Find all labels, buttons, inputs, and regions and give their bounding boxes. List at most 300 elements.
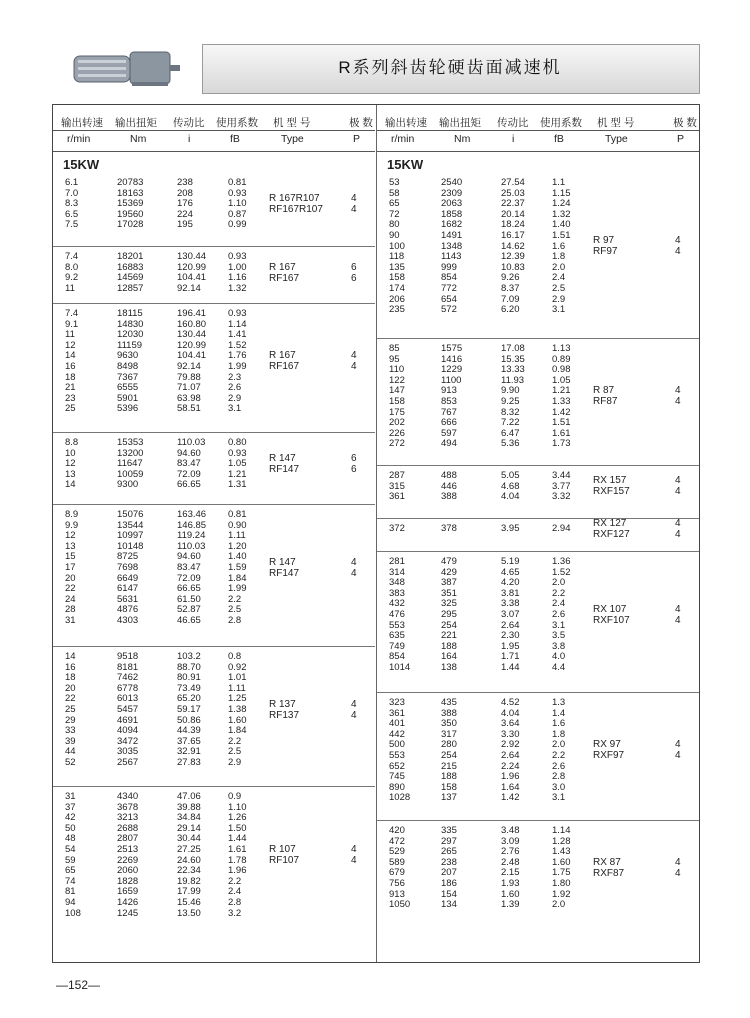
table-cell: 314 <box>389 566 405 578</box>
pole-count: 4 <box>675 614 681 626</box>
table-cell: 3213 <box>117 812 139 824</box>
table-cell: 4.68 <box>501 480 520 492</box>
group-separator <box>377 820 699 821</box>
model-type: RXF87 <box>593 867 625 879</box>
table-cell: 50 <box>65 822 76 834</box>
col-header-ratio_cn: 传动比 <box>173 117 205 129</box>
table-cell: 120.99 <box>177 339 207 351</box>
table-cell: 317 <box>441 728 457 740</box>
table-cell: 94 <box>65 897 76 908</box>
table-cell: 238 <box>177 177 193 188</box>
table-cell: 8498 <box>117 361 139 372</box>
model-type: RF87 <box>593 396 618 408</box>
table-cell: 54 <box>65 844 76 855</box>
table-cell: 46.65 <box>177 615 201 626</box>
table-cell: 1491 <box>441 230 463 241</box>
table-cell: 44 <box>65 746 76 758</box>
table-cell: 12 <box>65 339 76 351</box>
model-type: RX 97 <box>593 739 621 751</box>
table-cell: 479 <box>441 556 457 567</box>
table-cell: 6.5 <box>65 208 79 220</box>
table-cell: 553 <box>389 619 405 631</box>
table-cell: 5.19 <box>501 556 520 567</box>
table-cell: 103.2 <box>177 651 201 662</box>
table-cell: 401 <box>389 718 405 730</box>
table-cell: 348 <box>389 577 405 589</box>
model-type: RF147 <box>269 567 300 579</box>
col-header-poles_cn: 极 数 <box>673 117 697 129</box>
table-cell: 1.28 <box>552 835 571 847</box>
table-cell: 130.44 <box>177 329 207 341</box>
table-cell: 92.14 <box>177 361 201 372</box>
col-header-poles_en: P <box>677 133 685 145</box>
table-cell: 25.03 <box>501 187 525 199</box>
table-cell: 73.49 <box>177 682 201 694</box>
table-cell: 92.14 <box>177 282 201 294</box>
model-type: R 167R107 <box>269 192 320 204</box>
table-cell: 0.93 <box>228 308 247 319</box>
table-cell: 361 <box>389 491 405 503</box>
table-cell: 8181 <box>117 661 139 673</box>
table-cell: 3.2 <box>228 907 242 919</box>
table-cell: 2.5 <box>228 604 242 616</box>
table-cell: 72 <box>389 208 400 220</box>
table-cell: 15353 <box>117 437 144 448</box>
table-cell: 135 <box>389 261 405 273</box>
table-cell: 4340 <box>117 791 139 802</box>
column-header-cn <box>377 111 699 129</box>
table-cell: 2.4 <box>228 886 242 898</box>
table-cell: 13 <box>65 540 76 552</box>
table-cell: 137 <box>441 792 457 804</box>
table-cell: 3.1 <box>552 792 566 804</box>
table-cell: 4.04 <box>501 707 520 719</box>
table-cell: 13.50 <box>177 907 201 919</box>
table-cell: 2.2 <box>228 593 242 605</box>
table-cell: 335 <box>441 825 457 836</box>
table-cell: 19.82 <box>177 875 201 887</box>
model-type: R 137 <box>269 698 296 710</box>
table-cell: 1.21 <box>228 468 247 480</box>
pole-count: 4 <box>351 567 357 579</box>
model-type: RF137 <box>269 709 300 721</box>
table-cell: 58.51 <box>177 403 201 415</box>
table-cell: 1.40 <box>228 551 247 563</box>
col-header-ratio_cn: 传动比 <box>497 117 529 129</box>
gear-motor-icon <box>72 48 182 88</box>
table-cell: 58 <box>389 187 400 199</box>
table-cell: 7.09 <box>501 293 520 305</box>
table-cell: 9300 <box>117 479 139 491</box>
table-cell: 4.4 <box>552 662 566 673</box>
table-cell: 160.80 <box>177 318 207 330</box>
table-cell: 0.92 <box>228 661 247 673</box>
table-cell: 7.22 <box>501 417 520 429</box>
table-cell: 854 <box>389 651 405 663</box>
table-cell: 7.4 <box>65 308 79 319</box>
table-cell: 16.17 <box>501 230 525 241</box>
table-cell: 158 <box>441 781 457 793</box>
table-cell: 188 <box>441 640 457 652</box>
table-cell: 853 <box>441 396 457 407</box>
table-cell: 186 <box>441 878 457 889</box>
table-cell: 1.71 <box>501 651 520 663</box>
table-cell: 420 <box>389 825 405 836</box>
group-separator <box>377 551 699 552</box>
column-header-cn <box>53 111 375 129</box>
table-cell: 1.13 <box>552 343 571 354</box>
table-cell: 4691 <box>117 714 139 726</box>
table-cell: 20 <box>65 682 76 694</box>
table-cell: 118 <box>389 251 405 263</box>
table-cell: 2.2 <box>552 587 566 599</box>
model-type: R 167 <box>269 261 296 273</box>
pole-count: 4 <box>675 235 681 247</box>
table-cell: 1.42 <box>501 792 520 804</box>
table-cell: 110.03 <box>177 437 206 448</box>
table-cell: 2688 <box>117 822 139 834</box>
table-cell: 2540 <box>441 177 463 188</box>
table-cell: 2.64 <box>501 619 520 631</box>
table-cell: 666 <box>441 417 457 429</box>
pole-count: 6 <box>351 452 357 464</box>
table-cell: 154 <box>441 888 457 900</box>
col-header-torque_cn: 输出扭矩 <box>439 117 481 129</box>
table-cell: 59 <box>65 854 76 866</box>
table-cell: 110.03 <box>177 540 206 552</box>
table-cell: 1.16 <box>228 272 247 284</box>
table-cell: 0.9 <box>228 791 242 802</box>
table-cell: 315 <box>389 480 405 492</box>
table-cell: 80 <box>389 219 400 231</box>
table-cell: 361 <box>389 707 405 719</box>
table-cell: 14 <box>65 479 76 491</box>
table-cell: 0.89 <box>552 353 571 365</box>
table-cell: 63.98 <box>177 392 201 404</box>
table-cell: 749 <box>389 640 405 652</box>
table-cell: 3.5 <box>552 630 566 642</box>
table-cell: 2.64 <box>501 750 520 761</box>
table-cell: 6.20 <box>501 304 520 316</box>
table-cell: 679 <box>389 867 405 879</box>
table-cell: 226 <box>389 427 405 439</box>
table-cell: 442 <box>389 728 405 740</box>
table-cell: 1.10 <box>228 198 247 210</box>
table-cell: 772 <box>441 283 457 294</box>
table-cell: 42 <box>65 812 76 824</box>
table-cell: 110 <box>389 364 405 376</box>
table-cell: 65 <box>389 198 400 210</box>
pole-count: 4 <box>675 396 681 408</box>
table-cell: 59.17 <box>177 704 201 715</box>
table-cell: 14 <box>65 350 76 362</box>
pole-count: 4 <box>675 528 681 540</box>
table-cell: 30.44 <box>177 833 201 845</box>
table-cell: 1.38 <box>228 704 247 715</box>
pole-count: 4 <box>351 192 357 204</box>
table-cell: 13200 <box>117 447 144 459</box>
table-cell: 2513 <box>117 844 139 855</box>
table-cell: 9.90 <box>501 385 520 397</box>
table-cell: 1014 <box>389 662 411 673</box>
pole-count: 4 <box>351 361 357 373</box>
table-cell: 94.60 <box>177 551 201 563</box>
table-cell: 16883 <box>117 261 144 273</box>
table-cell: 72.09 <box>177 572 201 584</box>
table-cell: 79.88 <box>177 371 201 383</box>
table-cell: 1416 <box>441 353 463 365</box>
table-cell: 2.0 <box>552 261 566 273</box>
table-cell: 1.4 <box>552 707 566 719</box>
table-cell: 18201 <box>117 251 144 262</box>
column-header-en <box>377 129 699 147</box>
col-header-speed_unit: r/min <box>391 133 415 145</box>
table-cell: 9.26 <box>501 272 520 284</box>
table-cell: 854 <box>441 272 457 284</box>
table-cell: 1.93 <box>501 878 520 889</box>
table-cell: 295 <box>441 609 457 620</box>
table-cell: 4.20 <box>501 577 520 589</box>
table-cell: 176 <box>177 198 193 210</box>
table-cell: 3.64 <box>501 718 520 730</box>
table-cell: 15.46 <box>177 897 201 908</box>
table-cell: 206 <box>389 293 405 305</box>
table-cell: 1.95 <box>501 640 520 652</box>
table-cell: 164 <box>441 651 457 663</box>
table-cell: 15 <box>65 551 76 563</box>
table-cell: 529 <box>389 846 405 858</box>
table-cell: 652 <box>389 760 405 772</box>
table-cell: 0.93 <box>228 187 247 199</box>
table-cell: 1.92 <box>552 888 571 900</box>
table-cell: 1828 <box>117 875 139 887</box>
pole-count: 4 <box>675 517 681 529</box>
model-type: RF97 <box>593 246 618 258</box>
table-cell: 207 <box>441 867 457 879</box>
table-cell: 3.1 <box>552 304 566 316</box>
table-cell: 11159 <box>117 339 143 351</box>
model-type: RX 87 <box>593 856 621 868</box>
model-type: RXF127 <box>593 528 630 540</box>
table-cell: 2807 <box>117 833 139 845</box>
table-cell: 1245 <box>117 907 139 919</box>
table-cell: 12.39 <box>501 251 525 263</box>
table-cell: 1.61 <box>228 844 247 855</box>
table-cell: 7462 <box>117 672 139 684</box>
col-header-poles_cn: 极 数 <box>349 117 373 129</box>
table-cell: 3.77 <box>552 480 571 492</box>
table-cell: 553 <box>389 750 405 761</box>
pole-count: 6 <box>351 272 357 284</box>
table-cell: 61.50 <box>177 593 201 605</box>
table-cell: 265 <box>441 846 457 858</box>
table-cell: 20 <box>65 572 76 584</box>
table-cell: 39 <box>65 735 76 747</box>
pole-count: 4 <box>675 856 681 868</box>
table-cell: 47.06 <box>177 791 201 802</box>
table-cell: 1.05 <box>228 458 247 470</box>
table-cell: 5457 <box>117 704 139 715</box>
table-cell: 1.11 <box>228 530 246 542</box>
table-cell: 1.60 <box>501 888 520 900</box>
table-cell: 1.8 <box>552 251 566 263</box>
table-cell: 1.64 <box>501 781 520 793</box>
table-cell: 2309 <box>441 187 463 199</box>
table-cell: 1.73 <box>552 438 571 450</box>
table-cell: 2.30 <box>501 630 520 642</box>
table-cell: 20.14 <box>501 208 525 220</box>
table-cell: 8.37 <box>501 283 520 294</box>
table-cell: 24.60 <box>177 854 201 866</box>
pole-count: 4 <box>675 750 681 762</box>
table-cell: 589 <box>389 856 405 868</box>
header-bottom-line <box>377 151 699 152</box>
table-cell: 18 <box>65 672 76 684</box>
table-cell: 21 <box>65 382 76 394</box>
col-header-speed_cn: 输出转速 <box>61 117 103 129</box>
col-header-factor_cn: 使用系数 <box>540 117 582 129</box>
table-cell: 1858 <box>441 208 463 220</box>
table-cell: 6778 <box>117 682 139 694</box>
group-separator <box>377 692 699 693</box>
table-cell: 2.6 <box>552 760 566 772</box>
table-cell: 120.99 <box>177 261 207 273</box>
table-cell: 2.48 <box>501 856 520 868</box>
table-cell: 14 <box>65 651 76 662</box>
model-type: RXF97 <box>593 750 625 762</box>
table-cell: 1229 <box>441 364 463 376</box>
table-cell: 100 <box>389 240 405 252</box>
table-cell: 0.80 <box>228 437 247 448</box>
table-cell: 1.14 <box>552 825 571 836</box>
table-cell: 281 <box>389 556 405 567</box>
table-cell: 17.08 <box>501 343 525 354</box>
col-header-factor_cn: 使用系数 <box>216 117 258 129</box>
table-cell: 1.59 <box>228 562 247 573</box>
model-type: RX 107 <box>593 603 627 615</box>
table-cell: 23 <box>65 392 76 404</box>
table-cell: 6555 <box>117 382 139 394</box>
pole-count: 4 <box>351 844 357 855</box>
table-cell: 7.0 <box>65 187 79 199</box>
pole-count: 4 <box>675 739 681 751</box>
table-cell: 1.6 <box>552 718 566 730</box>
table-cell: 138 <box>441 662 457 673</box>
table-cell: 16 <box>65 661 76 673</box>
table-cell: 999 <box>441 261 457 273</box>
table-cell: 31 <box>65 791 76 802</box>
table-cell: 446 <box>441 480 457 492</box>
col-header-type_en: Type <box>605 133 628 145</box>
spec-table <box>52 104 700 963</box>
table-cell: 378 <box>441 523 457 534</box>
table-cell: 134 <box>441 899 457 911</box>
table-cell: 6147 <box>117 583 139 595</box>
table-cell: 104.41 <box>177 272 207 284</box>
table-cell: 215 <box>441 760 457 772</box>
pole-count: 4 <box>351 203 357 215</box>
table-cell: 1.60 <box>228 714 247 726</box>
table-cell: 2.2 <box>228 875 242 887</box>
table-cell: 1.84 <box>228 572 247 584</box>
table-cell: 2.9 <box>552 293 566 305</box>
table-cell: 388 <box>441 491 457 503</box>
table-cell: 1143 <box>441 251 462 263</box>
page-title: R系列斜齿轮硬齿面减速机 <box>338 58 562 77</box>
table-cell: 2.3 <box>228 371 242 383</box>
table-cell: 146.85 <box>177 519 207 531</box>
table-cell: 1.32 <box>552 208 571 220</box>
model-type: R 167 <box>269 350 296 362</box>
table-cell: 7367 <box>117 371 139 383</box>
table-cell: 2.4 <box>552 272 566 284</box>
table-cell: 745 <box>389 771 405 783</box>
table-cell: 3.38 <box>501 598 520 610</box>
table-cell: 8.8 <box>65 437 79 448</box>
table-cell: 2.4 <box>552 598 566 610</box>
table-cell: 1.52 <box>228 339 247 351</box>
table-cell: 14569 <box>117 272 144 284</box>
table-cell: 158 <box>389 272 405 284</box>
table-cell: 1.44 <box>228 833 247 845</box>
table-cell: 913 <box>389 888 405 900</box>
table-cell: 1.36 <box>552 556 571 567</box>
table-cell: 2.8 <box>228 615 242 626</box>
model-type: R 87 <box>593 385 615 397</box>
table-cell: 53 <box>389 177 400 188</box>
table-cell: 10059 <box>117 468 144 480</box>
table-cell: 1.96 <box>228 865 247 877</box>
table-cell: 15076 <box>117 509 144 520</box>
table-cell: 1.78 <box>228 854 247 866</box>
table-cell: 1.96 <box>501 771 520 783</box>
group-separator <box>53 786 375 787</box>
table-cell: 2.15 <box>501 867 520 879</box>
table-cell: 11 <box>65 329 75 341</box>
table-cell: 1.40 <box>552 219 571 231</box>
table-cell: 7.5 <box>65 219 79 231</box>
table-cell: 488 <box>441 470 457 481</box>
table-cell: 5901 <box>117 392 139 404</box>
table-cell: 37 <box>65 801 76 813</box>
page-number: —152— <box>56 978 101 992</box>
table-cell: 39.88 <box>177 801 201 813</box>
table-cell: 29.14 <box>177 822 201 834</box>
table-cell: 635 <box>389 630 405 642</box>
table-cell: 2.2 <box>552 750 566 761</box>
table-cell: 2.9 <box>228 392 242 404</box>
table-cell: 1028 <box>389 792 411 804</box>
table-cell: 254 <box>441 750 457 761</box>
table-cell: 27.25 <box>177 844 201 855</box>
table-cell: 2.76 <box>501 846 520 858</box>
table-cell: 572 <box>441 304 457 316</box>
table-cell: 3.09 <box>501 835 520 847</box>
table-cell: 195 <box>177 219 193 231</box>
model-type: RF107 <box>269 855 300 866</box>
table-cell: 3.30 <box>501 728 520 740</box>
table-cell: 2.6 <box>228 382 242 394</box>
table-cell: 4094 <box>117 725 139 737</box>
table-cell: 17.99 <box>177 886 201 898</box>
table-cell: 3472 <box>117 735 139 747</box>
table-cell: 81 <box>65 886 76 898</box>
model-type: RF167 <box>269 361 300 373</box>
table-cell: 71.07 <box>177 382 201 394</box>
table-cell: 2.0 <box>552 899 566 911</box>
table-cell: 0.99 <box>228 219 247 231</box>
pole-count: 4 <box>351 709 357 721</box>
